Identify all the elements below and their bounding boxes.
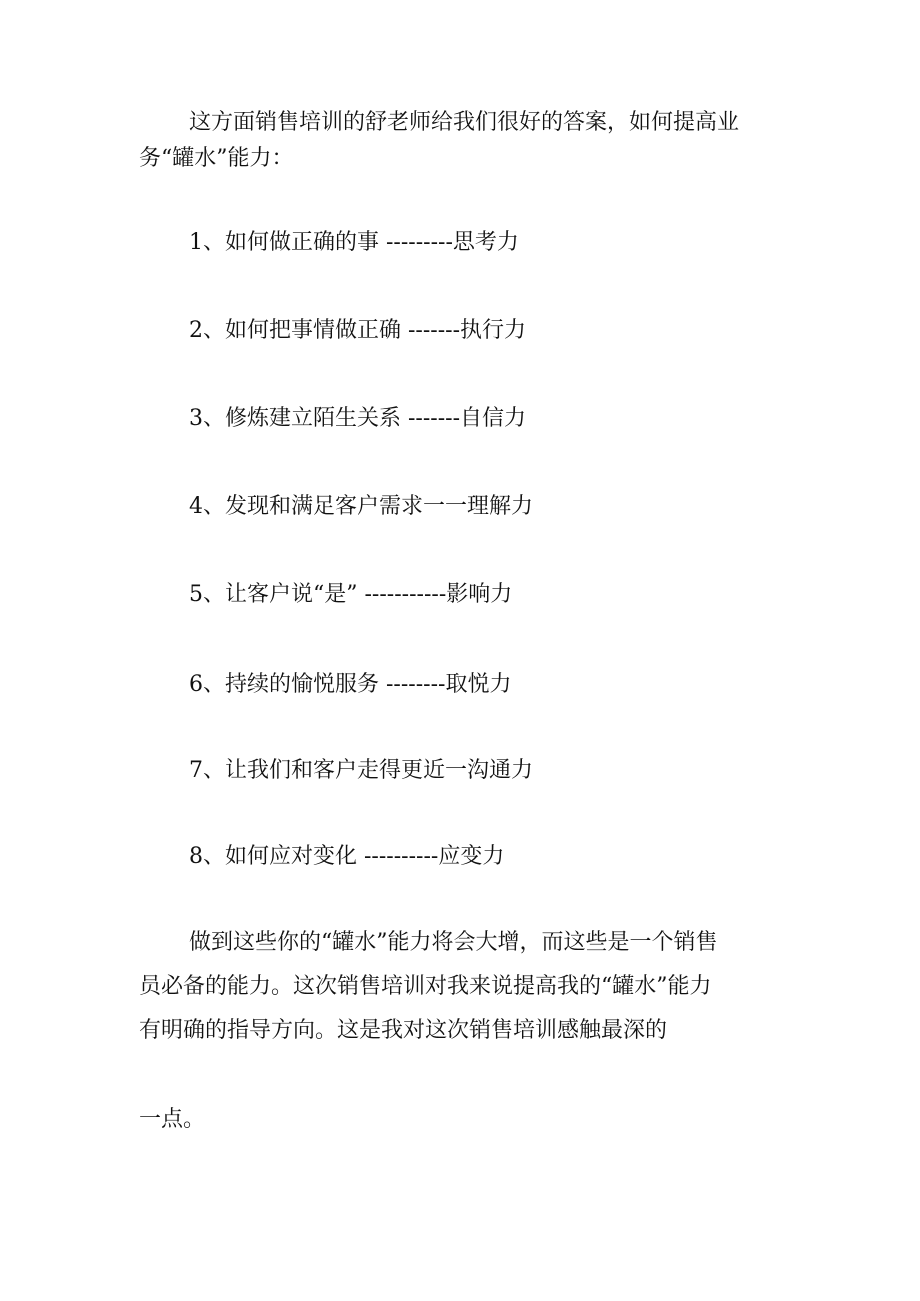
list-item: 2、如何把事情做正确 -------执行力	[189, 318, 527, 343]
list-item: 5、让客户说“是” -----------影响力	[189, 582, 513, 607]
intro-line-2: 务“罐水”能力：	[139, 146, 294, 171]
conclusion-line-1: 做到这些你的“罐水”能力将会大增，而这些是一个销售	[189, 930, 718, 955]
conclusion-line-4: 一点。	[139, 1107, 206, 1132]
list-item: 6、持续的愉悦服务 --------取悦力	[189, 672, 512, 697]
list-item: 3、修炼建立陌生关系 -------自信力	[189, 406, 527, 431]
list-item: 1、如何做正确的事 ---------思考力	[189, 230, 519, 255]
list-item: 4、发现和满足客户需求一一理解力	[189, 494, 533, 519]
conclusion-line-3: 有明确的指导方向。这是我对这次销售培训感触最深的	[139, 1018, 668, 1043]
intro-line-1: 这方面销售培训的舒老师给我们很好的答案，如何提高业	[189, 110, 740, 135]
list-item: 8、如何应对变化 ----------应变力	[189, 844, 505, 869]
conclusion-line-2: 员必备的能力。这次销售培训对我来说提高我的“罐水”能力	[139, 974, 712, 999]
list-item: 7、让我们和客户走得更近一沟通力	[189, 758, 533, 783]
